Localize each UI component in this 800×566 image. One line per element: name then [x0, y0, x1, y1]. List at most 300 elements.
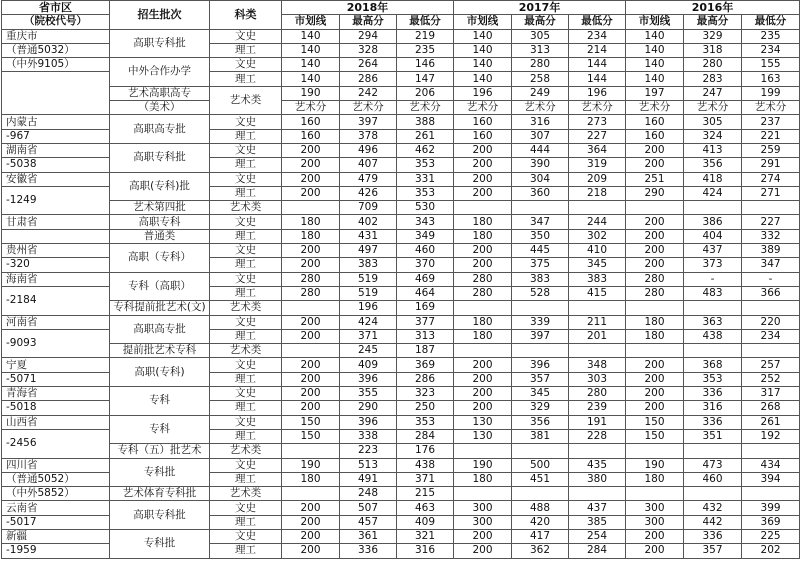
- score-cell: 363: [684, 315, 742, 329]
- province-cell: （普通5052）: [2, 472, 110, 486]
- batch-cell: 提前批艺术专科: [110, 344, 210, 358]
- score-cell: 180: [454, 472, 512, 486]
- province-cell: -1959: [2, 544, 110, 558]
- subject-cell: 文史: [210, 315, 282, 329]
- score-cell: 357: [512, 372, 569, 386]
- score-cell: -: [684, 272, 742, 286]
- score-cell: 302: [569, 229, 626, 243]
- subject-cell: 文史: [210, 501, 282, 515]
- batch-cell: 高职(专科): [110, 358, 210, 387]
- score-cell: 323: [397, 387, 454, 401]
- score-cell: 234: [569, 29, 626, 43]
- score-cell: 347: [512, 215, 569, 229]
- score-cell: 268: [742, 401, 800, 415]
- subject-cell: 文史: [210, 272, 282, 286]
- score-cell: [454, 301, 512, 315]
- header-year-2018: 2018年: [282, 1, 454, 15]
- score-cell: 242: [340, 86, 397, 100]
- score-cell: 235: [397, 43, 454, 57]
- score-cell: 264: [340, 58, 397, 72]
- score-cell: 356: [512, 415, 569, 429]
- score-cell: 294: [340, 29, 397, 43]
- batch-cell: 艺术体育专科批: [110, 487, 210, 501]
- table-row: [2, 201, 800, 215]
- score-cell: 200: [454, 172, 512, 186]
- score-cell: 200: [454, 158, 512, 172]
- score-cell: 206: [397, 86, 454, 100]
- subject-cell: 理工: [210, 43, 282, 57]
- table-row: [2, 301, 800, 315]
- header-batch: 招生批次: [110, 1, 210, 30]
- score-cell: 353: [397, 186, 454, 200]
- subject-cell: 艺术类: [210, 444, 282, 458]
- score-cell: 163: [742, 72, 800, 86]
- header-col-line: 市划线: [282, 15, 340, 29]
- score-cell: 245: [340, 344, 397, 358]
- province-cell: -967: [2, 129, 110, 143]
- province-cell: （中外5852）: [2, 487, 110, 501]
- score-cell: 199: [742, 86, 800, 100]
- score-cell: 339: [512, 315, 569, 329]
- score-cell: 247: [684, 86, 742, 100]
- score-cell: 497: [340, 244, 397, 258]
- score-cell: 519: [340, 286, 397, 300]
- province-cell: 四川省: [2, 458, 110, 472]
- score-cell: 140: [626, 29, 684, 43]
- score-cell: 160: [626, 129, 684, 143]
- table-row: [2, 101, 800, 115]
- subject-cell: 理工: [210, 186, 282, 200]
- score-cell: [742, 487, 800, 501]
- score-cell: 200: [454, 258, 512, 272]
- score-cell: 353: [684, 372, 742, 386]
- score-cell: 304: [512, 172, 569, 186]
- score-cell: 409: [340, 358, 397, 372]
- score-cell: 200: [454, 544, 512, 558]
- province-cell: 新疆: [2, 529, 110, 543]
- score-cell: 345: [569, 258, 626, 272]
- score-cell: 409: [397, 515, 454, 529]
- score-cell: [626, 444, 684, 458]
- batch-cell: （美术）: [110, 101, 210, 115]
- score-cell: 371: [340, 329, 397, 343]
- score-cell: 366: [742, 286, 800, 300]
- score-cell: 187: [397, 344, 454, 358]
- province-cell: （普通5032）: [2, 43, 110, 57]
- score-cell: 369: [397, 358, 454, 372]
- score-cell: 386: [684, 215, 742, 229]
- score-cell: 415: [569, 286, 626, 300]
- score-cell: 300: [626, 501, 684, 515]
- score-cell: 284: [397, 429, 454, 443]
- subject-cell: 文史: [210, 172, 282, 186]
- score-cell: 200: [626, 244, 684, 258]
- table-row: [2, 58, 800, 72]
- table-row: [2, 387, 800, 401]
- score-cell: 280: [454, 272, 512, 286]
- score-cell: 140: [454, 29, 512, 43]
- score-cell: 380: [569, 472, 626, 486]
- score-cell: 371: [397, 472, 454, 486]
- province-cell: 安徽省: [2, 172, 110, 186]
- score-cell: 176: [397, 444, 454, 458]
- score-cell: 381: [512, 429, 569, 443]
- score-cell: 180: [626, 329, 684, 343]
- score-cell: 209: [569, 172, 626, 186]
- score-cell: 147: [397, 72, 454, 86]
- table-row: [2, 529, 800, 543]
- score-cell: 355: [340, 387, 397, 401]
- score-cell: 347: [742, 258, 800, 272]
- score-cell: [569, 444, 626, 458]
- score-cell: 407: [340, 158, 397, 172]
- province-cell: 贵州省: [2, 244, 110, 258]
- score-cell: 200: [454, 529, 512, 543]
- score-cell: 180: [626, 472, 684, 486]
- score-cell: [282, 487, 340, 501]
- score-table: [1, 0, 800, 559]
- score-cell: 190: [626, 458, 684, 472]
- score-cell: 396: [512, 358, 569, 372]
- score-cell: 404: [684, 229, 742, 243]
- score-cell: 709: [340, 201, 397, 215]
- score-cell: 218: [569, 186, 626, 200]
- subject-cell: 理工: [210, 329, 282, 343]
- score-cell: 349: [397, 229, 454, 243]
- score-cell: 140: [626, 58, 684, 72]
- score-cell: 473: [684, 458, 742, 472]
- score-cell: 283: [684, 72, 742, 86]
- batch-cell: 专科（五）批艺术: [110, 444, 210, 458]
- table-row: [2, 143, 800, 157]
- score-cell: 200: [626, 143, 684, 157]
- score-cell: 491: [340, 472, 397, 486]
- province-cell: -320: [2, 258, 110, 272]
- subject-cell: 理工: [210, 258, 282, 272]
- score-cell: 383: [569, 272, 626, 286]
- score-cell: 290: [340, 401, 397, 415]
- subject-cell: 艺术类: [210, 487, 282, 501]
- batch-cell: 专科提前批艺术(文): [110, 301, 210, 315]
- score-cell: 211: [569, 315, 626, 329]
- score-cell: 261: [397, 129, 454, 143]
- score-cell: 351: [684, 429, 742, 443]
- score-cell: 200: [282, 544, 340, 558]
- province-cell: -2184: [2, 286, 110, 315]
- score-cell: 464: [397, 286, 454, 300]
- province-cell: -5071: [2, 372, 110, 386]
- score-cell: 200: [626, 529, 684, 543]
- score-cell: 300: [626, 515, 684, 529]
- score-cell: 389: [742, 244, 800, 258]
- score-cell: 150: [282, 415, 340, 429]
- score-cell: 180: [282, 229, 340, 243]
- score-cell: 290: [626, 186, 684, 200]
- score-cell: 396: [340, 372, 397, 386]
- score-cell: 375: [512, 258, 569, 272]
- header-year-2017: 2017年: [454, 1, 626, 15]
- batch-cell: 专科: [110, 415, 210, 444]
- subject-cell: 理工: [210, 372, 282, 386]
- score-cell: 180: [454, 315, 512, 329]
- subject-cell: 文史: [210, 29, 282, 43]
- score-cell: 336: [340, 544, 397, 558]
- score-cell: 196: [569, 86, 626, 100]
- score-cell: [626, 344, 684, 358]
- score-cell: 332: [742, 229, 800, 243]
- score-cell: 424: [684, 186, 742, 200]
- score-cell: [454, 201, 512, 215]
- score-cell: 140: [626, 72, 684, 86]
- batch-cell: 普通类: [110, 229, 210, 243]
- score-cell: 388: [397, 115, 454, 129]
- subject-cell: 艺术类: [210, 344, 282, 358]
- score-cell: 316: [397, 544, 454, 558]
- province-cell: 山西省: [2, 415, 110, 429]
- score-cell: 180: [454, 229, 512, 243]
- province-cell: 河南省: [2, 315, 110, 329]
- score-cell: 223: [340, 444, 397, 458]
- score-cell: 180: [626, 315, 684, 329]
- score-cell: 394: [742, 472, 800, 486]
- score-cell: 397: [512, 329, 569, 343]
- batch-cell: 高职(专科)批: [110, 172, 210, 201]
- header-year-2016: 2016年: [626, 1, 800, 15]
- score-cell: 140: [282, 72, 340, 86]
- score-cell: 140: [626, 43, 684, 57]
- score-cell: 150: [626, 429, 684, 443]
- header-subject: 科类: [210, 1, 282, 30]
- score-cell: 200: [282, 372, 340, 386]
- table-row: [2, 501, 800, 515]
- score-cell: 200: [454, 401, 512, 415]
- score-cell: 413: [684, 143, 742, 157]
- score-cell: 200: [626, 358, 684, 372]
- score-cell: 483: [684, 286, 742, 300]
- province-cell: 青海省: [2, 387, 110, 401]
- score-cell: 艺术分: [684, 101, 742, 115]
- header-col-line: 市划线: [626, 15, 684, 29]
- score-cell: 321: [397, 529, 454, 543]
- score-cell: 215: [397, 487, 454, 501]
- header-col-max: 最高分: [684, 15, 742, 29]
- score-cell: 140: [282, 58, 340, 72]
- province-cell: [2, 72, 110, 115]
- score-cell: 150: [282, 429, 340, 443]
- score-cell: 479: [340, 172, 397, 186]
- score-cell: [512, 344, 569, 358]
- province-cell: 海南省: [2, 272, 110, 286]
- score-cell: 227: [742, 215, 800, 229]
- score-cell: 507: [340, 501, 397, 515]
- score-cell: 364: [569, 143, 626, 157]
- score-cell: 169: [397, 301, 454, 315]
- score-cell: 249: [512, 86, 569, 100]
- score-cell: 200: [454, 372, 512, 386]
- score-cell: [282, 201, 340, 215]
- score-cell: 280: [569, 387, 626, 401]
- score-cell: 200: [282, 401, 340, 415]
- batch-cell: 中外合作办学: [110, 58, 210, 87]
- score-cell: [684, 444, 742, 458]
- subject-cell: 文史: [210, 387, 282, 401]
- score-cell: 259: [742, 143, 800, 157]
- table-row: [2, 358, 800, 372]
- province-cell: -1249: [2, 186, 110, 215]
- score-cell: [626, 301, 684, 315]
- score-cell: 513: [340, 458, 397, 472]
- score-cell: 383: [340, 258, 397, 272]
- score-cell: [626, 201, 684, 215]
- score-cell: [282, 344, 340, 358]
- subject-cell: 文史: [210, 244, 282, 258]
- subject-cell: 文史: [210, 58, 282, 72]
- table-row: [2, 415, 800, 429]
- header-row-years: [2, 1, 800, 15]
- score-cell: 艺术分: [340, 101, 397, 115]
- score-cell: 348: [569, 358, 626, 372]
- table-row: [2, 315, 800, 329]
- score-cell: 200: [626, 544, 684, 558]
- score-cell: 200: [626, 215, 684, 229]
- score-cell: 496: [340, 143, 397, 157]
- score-cell: 291: [742, 158, 800, 172]
- score-cell: 艺术分: [742, 101, 800, 115]
- score-cell: 377: [397, 315, 454, 329]
- score-cell: 196: [454, 86, 512, 100]
- score-cell: 130: [454, 429, 512, 443]
- batch-cell: 高职专科批: [110, 29, 210, 58]
- score-cell: 237: [742, 115, 800, 129]
- score-cell: 140: [454, 58, 512, 72]
- subject-cell: 艺术类: [210, 301, 282, 315]
- score-cell: 460: [397, 244, 454, 258]
- score-cell: [512, 444, 569, 458]
- score-cell: 318: [684, 43, 742, 57]
- score-cell: 336: [684, 387, 742, 401]
- score-cell: 200: [282, 358, 340, 372]
- score-cell: 200: [282, 329, 340, 343]
- score-cell: 462: [397, 143, 454, 157]
- subject-cell: 艺术类: [210, 201, 282, 215]
- header-province: 省市区: [2, 1, 110, 15]
- score-cell: 258: [512, 72, 569, 86]
- table-row: [2, 229, 800, 243]
- score-cell: 463: [397, 501, 454, 515]
- province-cell: -5038: [2, 158, 110, 172]
- score-cell: 437: [684, 244, 742, 258]
- score-cell: 160: [282, 115, 340, 129]
- batch-cell: 专科: [110, 387, 210, 416]
- score-cell: 274: [742, 172, 800, 186]
- table-row: [2, 115, 800, 129]
- score-cell: [742, 344, 800, 358]
- score-cell: 200: [282, 158, 340, 172]
- score-cell: 艺术分: [397, 101, 454, 115]
- score-cell: 200: [282, 186, 340, 200]
- score-cell: 273: [569, 115, 626, 129]
- score-cell: 357: [684, 544, 742, 558]
- header-col-line: 市划线: [454, 15, 512, 29]
- score-cell: 196: [340, 301, 397, 315]
- score-cell: 艺术分: [569, 101, 626, 115]
- province-cell: -2456: [2, 429, 110, 458]
- score-cell: 343: [397, 215, 454, 229]
- subject-cell: 艺术类: [210, 86, 282, 115]
- header-col-max: 最高分: [512, 15, 569, 29]
- score-cell: 519: [340, 272, 397, 286]
- score-cell: 424: [340, 315, 397, 329]
- score-cell: 336: [684, 529, 742, 543]
- score-cell: 200: [454, 143, 512, 157]
- score-cell: 385: [569, 515, 626, 529]
- score-cell: 305: [512, 29, 569, 43]
- score-cell: 艺术分: [454, 101, 512, 115]
- province-cell: [2, 229, 110, 243]
- score-cell: 244: [569, 215, 626, 229]
- score-cell: 530: [397, 201, 454, 215]
- score-cell: 324: [684, 129, 742, 143]
- score-cell: 130: [454, 415, 512, 429]
- score-cell: 307: [512, 129, 569, 143]
- score-cell: 331: [397, 172, 454, 186]
- batch-cell: 高职高专批: [110, 315, 210, 344]
- score-cell: 200: [282, 315, 340, 329]
- score-cell: 251: [626, 172, 684, 186]
- province-cell: 云南省: [2, 501, 110, 515]
- subject-cell: 理工: [210, 472, 282, 486]
- score-cell: 200: [282, 143, 340, 157]
- score-cell: 180: [454, 329, 512, 343]
- score-cell: 305: [684, 115, 742, 129]
- score-cell: 180: [454, 215, 512, 229]
- batch-cell: 艺术高职高专: [110, 86, 210, 100]
- subject-cell: 理工: [210, 544, 282, 558]
- score-cell: 350: [512, 229, 569, 243]
- score-cell: 444: [512, 143, 569, 157]
- score-cell: 257: [742, 358, 800, 372]
- subject-cell: 理工: [210, 515, 282, 529]
- score-cell: 234: [742, 43, 800, 57]
- score-cell: 艺术分: [512, 101, 569, 115]
- subject-cell: 理工: [210, 401, 282, 415]
- score-cell: 271: [742, 186, 800, 200]
- score-cell: 280: [282, 272, 340, 286]
- score-cell: 201: [569, 329, 626, 343]
- table-row: [2, 444, 800, 458]
- score-cell: 313: [512, 43, 569, 57]
- score-cell: [512, 301, 569, 315]
- score-cell: 艺术分: [626, 101, 684, 115]
- score-cell: 200: [282, 515, 340, 529]
- score-cell: 373: [684, 258, 742, 272]
- table-row: [2, 215, 800, 229]
- score-cell: 500: [512, 458, 569, 472]
- score-cell: 155: [742, 58, 800, 72]
- score-cell: 442: [684, 515, 742, 529]
- score-cell: 445: [512, 244, 569, 258]
- subject-cell: 文史: [210, 529, 282, 543]
- batch-cell: 专科（高职）: [110, 272, 210, 301]
- score-cell: 214: [569, 43, 626, 57]
- score-cell: 360: [512, 186, 569, 200]
- subject-cell: 文史: [210, 458, 282, 472]
- score-cell: [569, 201, 626, 215]
- subject-cell: 文史: [210, 115, 282, 129]
- province-cell: （中外9105）: [2, 58, 110, 72]
- score-cell: 228: [569, 429, 626, 443]
- province-cell: 宁夏: [2, 358, 110, 372]
